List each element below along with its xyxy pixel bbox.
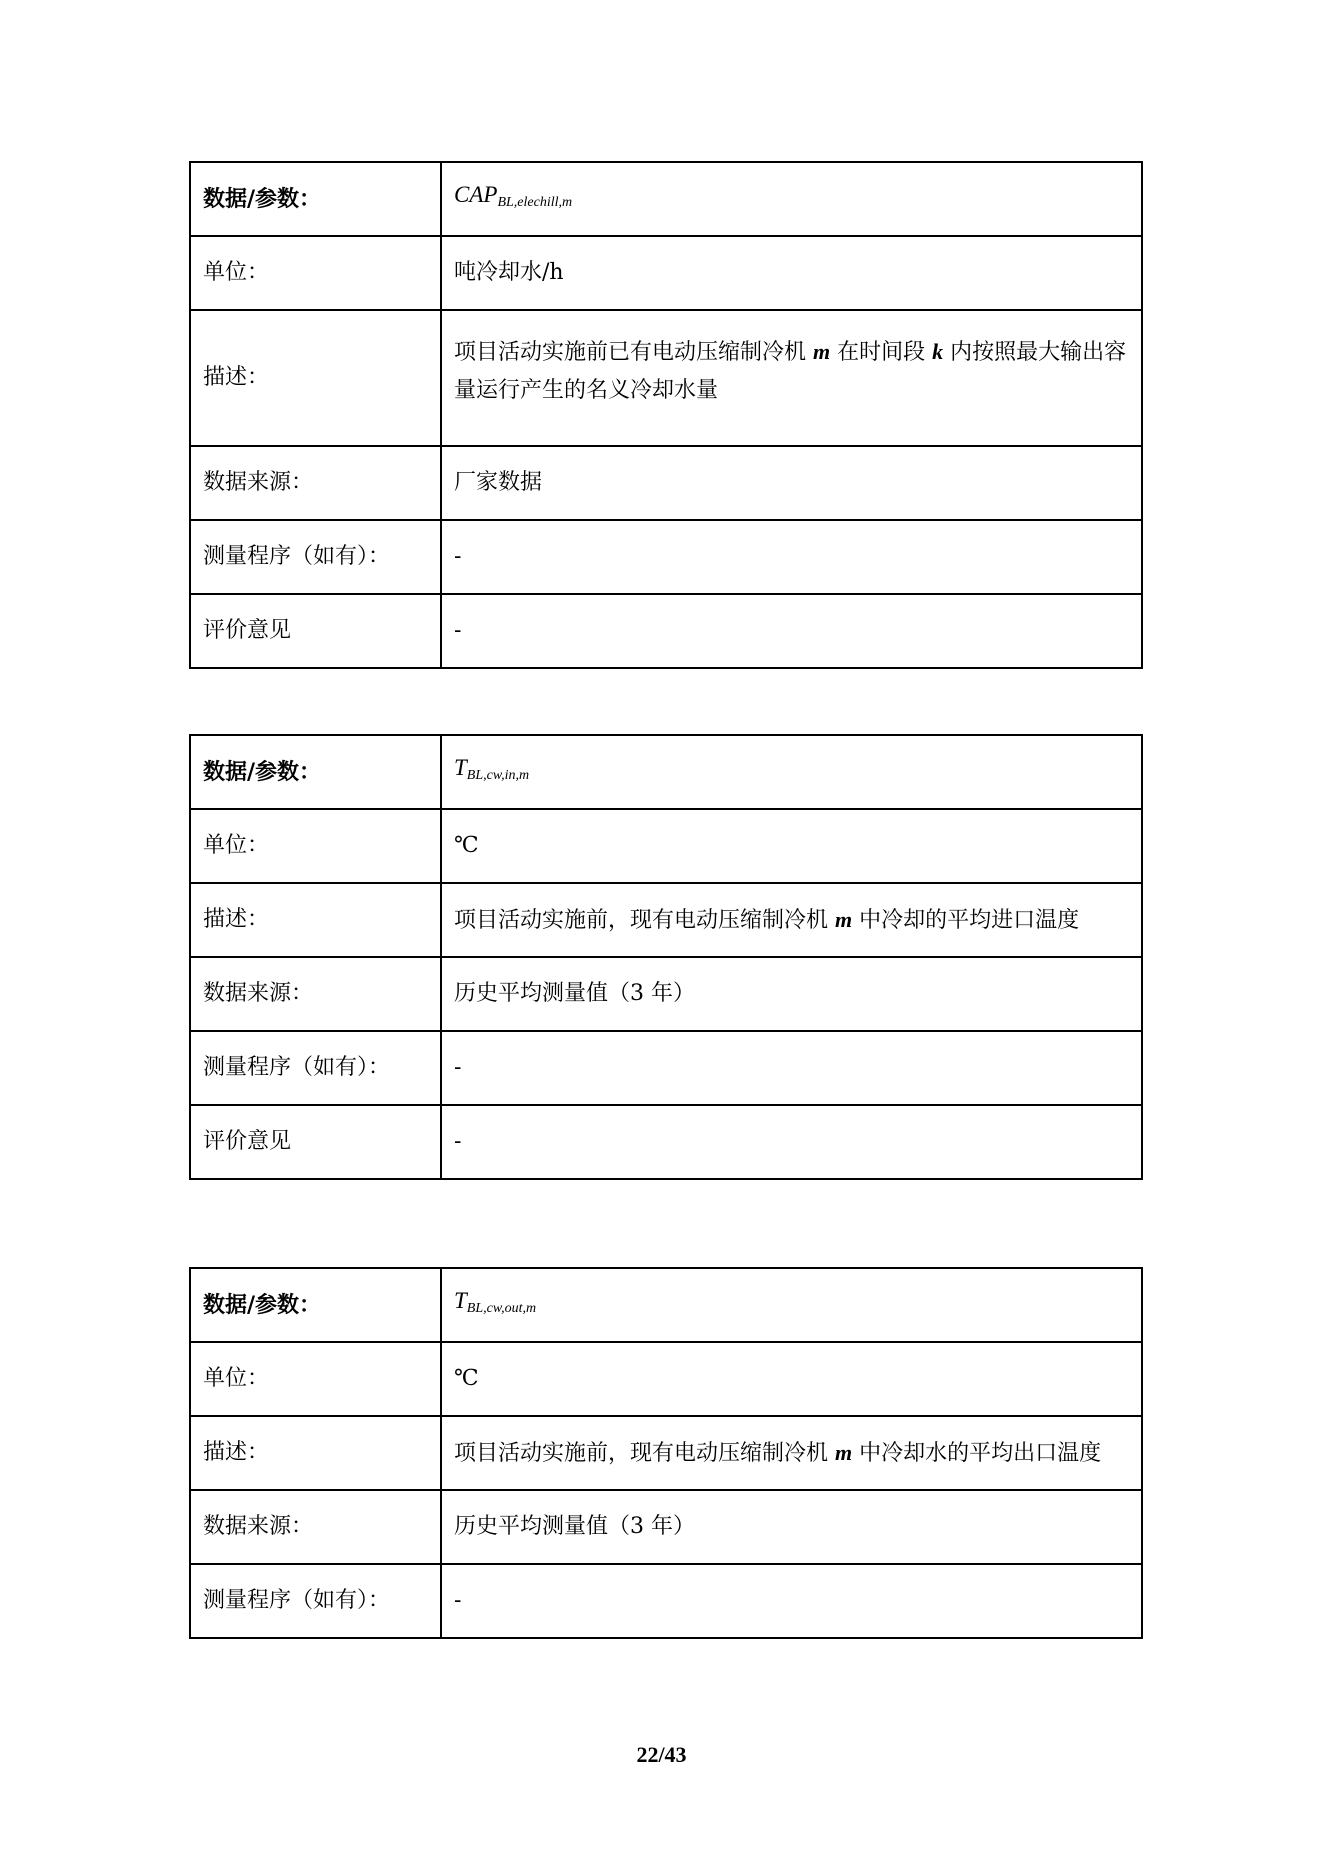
- label-unit: 单位：: [190, 1342, 441, 1416]
- value-procedure: -: [441, 1564, 1142, 1638]
- label-procedure: 测量程序（如有）：: [190, 1031, 441, 1105]
- value-description: [441, 310, 1142, 446]
- value-comment: -: [441, 1105, 1142, 1179]
- row-source: [190, 957, 1142, 1031]
- row-unit: [190, 809, 1142, 883]
- description-text: 项目活动实施前已有电动压缩制冷机: [454, 340, 807, 365]
- description-text: 在时间段: [837, 340, 926, 365]
- label-param: 数据/参数：: [190, 1268, 441, 1342]
- row-procedure: [190, 520, 1142, 594]
- label-param: 数据/参数：: [190, 735, 441, 809]
- symbol: [454, 1288, 537, 1316]
- row-param: [190, 1268, 1142, 1342]
- label-source: 数据来源：: [190, 446, 441, 520]
- row-comment: [190, 594, 1142, 668]
- label-description: 描述：: [190, 883, 441, 957]
- value-source: 历史平均测量值（3 年）: [441, 1490, 1142, 1564]
- variable-m: m: [835, 1439, 853, 1465]
- value-description: [441, 883, 1142, 957]
- row-description: [190, 883, 1142, 957]
- row-source: [190, 446, 1142, 520]
- label-unit: 单位：: [190, 236, 441, 310]
- symbol: [454, 182, 573, 210]
- description-text: 项目活动实施前，现有电动压缩制冷机: [454, 1440, 829, 1466]
- row-procedure: [190, 1031, 1142, 1105]
- row-comment: [190, 1105, 1142, 1179]
- label-param: 数据/参数：: [190, 162, 441, 236]
- description-text: 中冷却水的平均出口温度: [859, 1440, 1102, 1466]
- value-unit: ℃: [441, 1342, 1142, 1416]
- variable-m: m: [813, 339, 831, 364]
- value-comment: -: [441, 594, 1142, 668]
- symbol-base: CAP: [454, 182, 498, 207]
- row-description: [190, 1416, 1142, 1490]
- label-description: 描述：: [190, 1416, 441, 1490]
- row-procedure: [190, 1564, 1142, 1638]
- symbol: [454, 755, 530, 783]
- value-param: [441, 735, 1142, 809]
- row-unit: [190, 1342, 1142, 1416]
- label-comment: 评价意见: [190, 594, 441, 668]
- symbol-base: T: [454, 1288, 467, 1313]
- page-number: 22/43: [636, 1742, 687, 1767]
- label-procedure: 测量程序（如有）：: [190, 520, 441, 594]
- description-text: 中冷却的平均进口温度: [859, 907, 1080, 933]
- label-unit: 单位：: [190, 809, 441, 883]
- parameter-table-t-out: [189, 1267, 1143, 1639]
- label-procedure: 测量程序（如有）：: [190, 1564, 441, 1638]
- label-source: 数据来源：: [190, 957, 441, 1031]
- symbol-subscript: BL,cw,in,m: [466, 768, 530, 783]
- row-param: [190, 162, 1142, 236]
- value-procedure: -: [441, 520, 1142, 594]
- row-description: [190, 310, 1142, 446]
- row-unit: [190, 236, 1142, 310]
- value-param: [441, 1268, 1142, 1342]
- parameter-table-cap: [189, 161, 1143, 669]
- symbol-subscript: BL,elechill,m: [497, 195, 573, 210]
- label-source: 数据来源：: [190, 1490, 441, 1564]
- label-description: 描述：: [190, 310, 441, 446]
- parameter-table-t-in: [189, 734, 1143, 1180]
- value-description: [441, 1416, 1142, 1490]
- variable-m: m: [835, 906, 853, 932]
- symbol-base: T: [454, 755, 467, 780]
- value-source: 历史平均测量值（3 年）: [441, 957, 1142, 1031]
- row-source: [190, 1490, 1142, 1564]
- value-unit: ℃: [441, 809, 1142, 883]
- value-unit: 吨冷却水/h: [441, 236, 1142, 310]
- row-param: [190, 735, 1142, 809]
- value-procedure: -: [441, 1031, 1142, 1105]
- description-text: 项目活动实施前，现有电动压缩制冷机: [454, 907, 829, 933]
- label-comment: 评价意见: [190, 1105, 441, 1179]
- value-source: 厂家数据: [441, 446, 1142, 520]
- value-param: [441, 162, 1142, 236]
- variable-k: k: [932, 339, 944, 364]
- description-text: 内按照最大输出容量运行产生的名义冷却水量: [454, 340, 1127, 403]
- symbol-subscript: BL,cw,out,m: [466, 1301, 537, 1316]
